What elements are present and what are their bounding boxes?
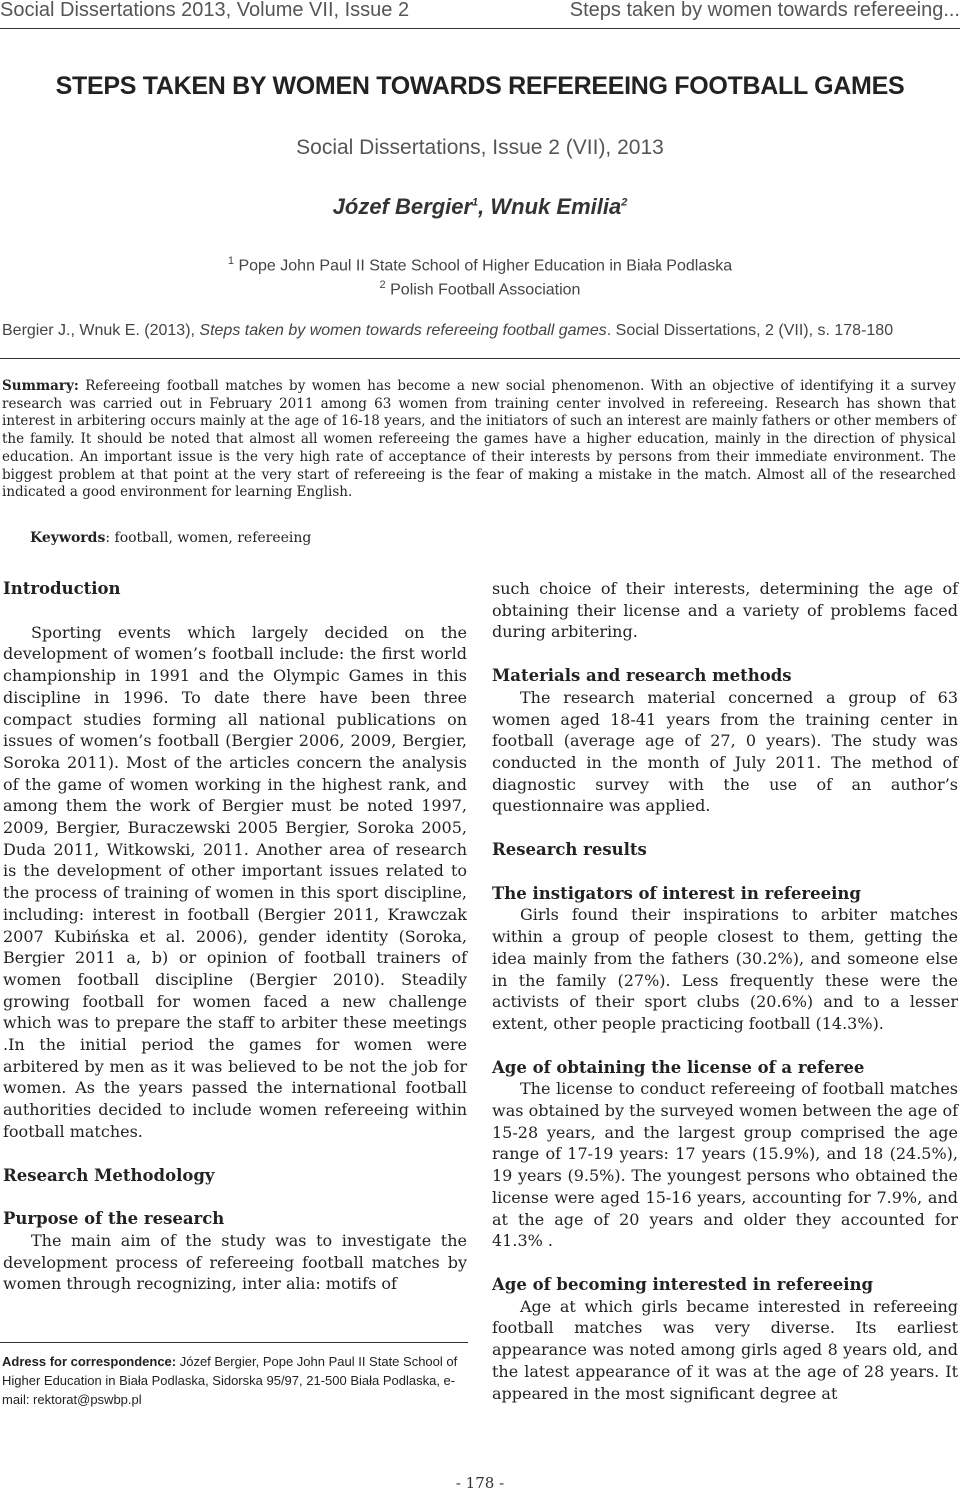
summary-label: Summary: [2, 378, 79, 394]
citation-title: Steps taken by women towards refereeing football games [199, 322, 607, 339]
issue-line: Social Dissertations, Issue 2 (VII), 2013 [296, 136, 664, 159]
correspondence-footnote [2, 1352, 472, 1409]
running-header-short-title: Steps taken by women towards refereeing... [569, 0, 960, 21]
author-affiliation-mark: 2 [621, 196, 628, 209]
affiliation-text: Polish Football Association [385, 281, 581, 299]
author-line [0, 194, 960, 220]
left-column [3, 578, 467, 1295]
keywords [30, 530, 311, 546]
running-header-journal: Social Dissertations 2013, Volume VII, Issue 2 [0, 0, 410, 21]
purpose-text: The main aim of the study was to investigate the development process of refereeing football matches by women through recognizing, inter alia: motifs of [3, 1230, 467, 1294]
introduction-heading: Introduction [3, 579, 121, 598]
materials-heading: Materials and research methods [492, 666, 792, 686]
methodology-heading: Research Methodology [3, 1165, 215, 1185]
affiliation [0, 279, 960, 299]
license-text: The license to conduct refereeing of football matches was obtained by the surveyed women between the age of 15-28 years, and the largest group comprised the age range of 17-19 years: 17 years (15.9%), and 18 (24.5%), 19 years (9.5%). The youngest persons who obtained the license were aged 15-16 years, accounting for 7.9%, and at the age of 20 years and older they accounted for 41.3% . [492, 1079, 958, 1251]
correspondence-text: Józef Bergier, Pope John Paul II State School of Higher Education in Biała Podlaska, Sidorska 95/97, 21-500 Biała Podlaska, e-mail: rektorat@pswbp.pl [2, 1354, 458, 1407]
footnote-rule [0, 1342, 468, 1343]
article-title: STEPS TAKEN BY WOMEN TOWARDS REFEREEING FOOTBALL GAMES [55, 72, 905, 100]
introduction-text: Sporting events which largely decided on the development of women’s football include: the first world championship in 1991 and the Olympic Games in this discipline in 1996. To date there have been three compact studies forming all national publications on issues of women’s football (Bergier 2006, 2009, Bergier, Soroka 2011). Most of the articles concern the analysis of the game of women working in the highest rank, and among them the work of Bergier must be noted 1997, 2009, Bergier, Buraczewski 2005 Bergier, Soroka 2005, Duda 2011, Witkowski, 2011. Another area of research is the development of other important issues related to the process of training of women in this sport discipline, including: interest in football (Bergier 2011, Krawczak 2007 Kubińska et al. 2006), gender identity (Soroka, Bergier 2011 a, b) or opinion of football trainers of women football discipline (Bergier 2010). Steadily growing football for women faced a new challenge which was to prepare the staff to arbiter these meetings .In the initial period the games for women were arbitered by men as it was believed to be not the job for women. As the years passed the international football authorities decided to include women refereeing within football matches. [3, 622, 467, 1141]
license-heading: Age of obtaining the license of a referee [492, 1057, 865, 1077]
correspondence-label: Adress for correspondence: [2, 1354, 177, 1369]
author-name: Józef Bergier [332, 194, 473, 219]
purpose-heading: Purpose of the research [3, 1209, 225, 1229]
keywords-label: Keywords [30, 530, 106, 546]
affiliation-mark: 1 [227, 255, 235, 267]
materials-text: The research material concerned a group of 63 women aged 18-41 years from the training center in football (average age of 27, 0 years). The study was conducted in the month of July 2011. The method of diagnostic survey with the use of an author’s questionnaire was applied. [492, 687, 958, 816]
author-name: Wnuk Emilia [490, 194, 622, 219]
affiliation [0, 255, 960, 275]
right-column [492, 578, 958, 1404]
results-heading: Research results [492, 840, 647, 860]
affiliation-text: Pope John Paul II State School of Higher Education in Biała Podlaska [234, 257, 733, 275]
affiliation-mark: 2 [379, 279, 386, 291]
instigators-text: Girls found their inspirations to arbiter matches within a group of people closest to them, getting the idea mainly from the fathers (30.2%), and someone else in the family (27%). Less frequently these were the activists of their sport clubs (20.6%) and to a lesser extent, other people practicing football (14.3%). [492, 905, 958, 1033]
citation-rule [0, 358, 960, 359]
header-rule [0, 28, 960, 29]
citation-suffix: . Social Dissertations, 2 (VII), s. 178-180 [606, 322, 894, 339]
keywords-text: : football, women, refereeing [105, 530, 312, 546]
citation-prefix: Bergier J., Wnuk E. (2013), [2, 322, 200, 339]
author-separator: , [478, 194, 491, 219]
page-number: - 178 - [455, 1474, 505, 1492]
summary [2, 378, 956, 502]
instigators-heading: The instigators of interest in refereeing [492, 883, 861, 903]
continuation-text: such choice of their interests, determining the age of obtaining their license and a variety of problems faced during arbitering. [492, 579, 958, 642]
citation [2, 322, 893, 340]
author-affiliation-mark: 1 [472, 196, 479, 209]
summary-text: Refereeing football matches by women has become a new social phenomenon. With an objective of identifying it a survey research was carried out in February 2011 among 63 women from training center involved in refereeing. Research has shown that interest in arbitering occurs mainly at the age of 16-18 years, and the initiators of such an interest are mainly fathers or other members of the family. It should be noted that almost all women refereeing the games have a higher education, mainly in the direction of physical education. An important issue is the very high rate of acceptance of their interests by persons from their immediate environment. The biggest problem at that point at the very start of refereeing is the fear of making a mistake in the match. Almost all of the researched indicated a good environment for learning English. [2, 378, 956, 501]
interest-heading: Age of becoming interested in refereeing [492, 1274, 874, 1294]
interest-text: Age at which girls became interested in refereeing football matches was very diverse. Its earliest appearance was noted among girls aged 8 years old, and the latest appearance of it was at the age of 28 years. It appeared in the most significant degree at [492, 1296, 958, 1403]
